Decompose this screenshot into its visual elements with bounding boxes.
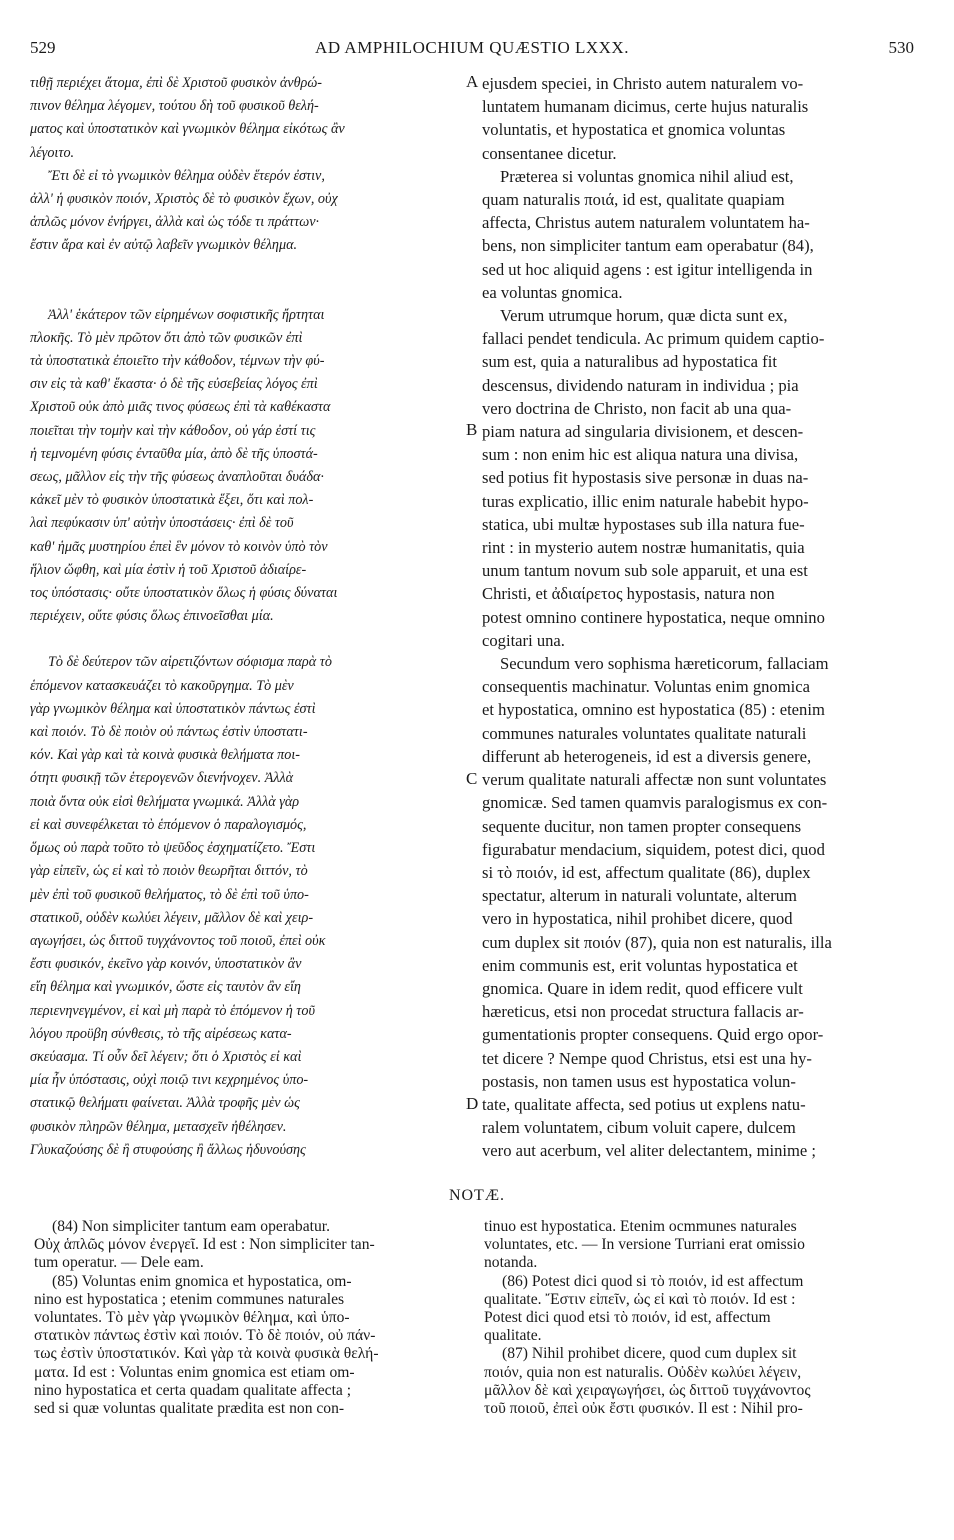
- note-line: sed si quæ voluntas qualitate prædita est non con-: [34, 1400, 345, 1418]
- greek-text-line: ἔστι φυσικόν, ἐκεῖνο γὰρ κοινόν, ὑποστατικὸν ἂν: [30, 956, 302, 973]
- note-line: Potest dici quod etsi τὸ ποιόν, id est, affectum: [484, 1309, 771, 1327]
- latin-text-line: unum tantum novum sub sole apparuit, et una est: [482, 561, 808, 581]
- note-line: qualitate.: [484, 1327, 542, 1345]
- latin-text-line: luntatem humanam dicimus, certe hujus naturalis: [482, 97, 809, 117]
- notes-heading: NOTÆ.: [448, 1187, 506, 1204]
- running-title: AD AMPHILOCHIUM QUÆSTIO LXXX.: [315, 38, 629, 57]
- margin-letter-c: C: [466, 769, 478, 788]
- latin-text-line: si τὸ ποιόν, id est, affectum qualitate (86), duplex: [482, 862, 811, 882]
- greek-text-line: ἔστιν ἄρα καὶ ἐν αὐτῷ λαβεῖν γνωμικὸν θέλημα.: [30, 237, 298, 254]
- note-line: voluntates, etc. — In versione Turriani erat omissio: [484, 1236, 805, 1254]
- latin-text-line: spectatur, alterum in naturali voluntate, alterum: [482, 886, 797, 906]
- greek-text-line: μὲν ἐπὶ τοῦ φυσικοῦ θελήματος, τὸ δὲ ἐπὶ τοῦ ὑπο-: [30, 886, 309, 903]
- latin-text-line: hæreticus, etsi non procedat structura fallacis ar-: [482, 1002, 804, 1022]
- greek-text-line: στατικοῦ, οὐδὲν κωλύει λέγειν, μᾶλλον δὲ καὶ χειρ-: [30, 909, 314, 926]
- greek-text-line: [30, 628, 460, 651]
- greek-text-line: Ἀλλ' ἑκάτερον τῶν εἰρημένων σοφιστικῆς ἤρτηται: [48, 306, 325, 323]
- greek-text-line: ἀλλ' ἡ φυσικὸν ποιόν, Χριστὸς δὲ τὸ φυσικὸν ἔχων, οὐχ: [30, 191, 338, 208]
- latin-text-line: sum est, quia a naturalibus ad hypostatica fit: [482, 352, 777, 372]
- margin-letter-b: B: [466, 420, 478, 439]
- note-line: (86) Potest dici quod si τὸ ποιόν, id est affectum: [502, 1272, 804, 1290]
- latin-text-line: descensus, dividendo naturam in individua ; pia: [482, 375, 799, 395]
- note-line: tum operatur. — Dele eam.: [34, 1254, 204, 1272]
- greek-text-line: αγωγήσει, ὡς διττοῦ τυγχάνοντος τοῦ ποιοῦ, ἐπεὶ οὐκ: [30, 932, 326, 949]
- latin-text-line: statica, ubi multæ hypostases sub illa natura fue-: [482, 514, 805, 534]
- greek-text-line: ότητι φυσικῇ τῶν ἑτερογενῶν διενήνοχεν. Ἀλλὰ: [30, 770, 294, 787]
- note-line: voluntates. Τὸ μὲν γὰρ γνωμικὸν θέλημα, καὶ ὑπο-: [34, 1309, 350, 1327]
- note-line: (87) Nihil prohibet dicere, quod cum duplex sit: [502, 1345, 797, 1363]
- note-line: (84) Non simpliciter tantum eam operabatur.: [52, 1218, 331, 1235]
- greek-text-line: σιν εἰς τὰ καθ' ἕκαστα· ὁ δὲ τῆς εὐσεβείας λόγος ἐπὶ: [30, 376, 318, 393]
- note-line: Οὐχ ἁπλῶς μόνον ἐνεργεῖ. Id est : Non simpliciter tan-: [34, 1236, 375, 1254]
- latin-text-line: tet dicere ? Nempe quod Christus, etsi est una hy-: [482, 1048, 812, 1068]
- latin-text-line: gumentationis propter consequens. Quid ergo opor-: [482, 1025, 824, 1045]
- greek-text-line: σκεύασμα. Τί οὖν δεῖ λέγειν; ὅτι ὁ Χριστὸς εἰ καὶ: [30, 1048, 302, 1065]
- greek-text-line: [30, 281, 460, 304]
- greek-text-line: Τὸ δὲ δεύτερον τῶν αἱρετιζόντων σόφισμα παρὰ τὸ: [48, 654, 332, 671]
- latin-text-column: [482, 72, 914, 1163]
- greek-text-line: γὰρ εἰπεῖν, ὡς εἰ καὶ τὸ ποιὸν θεωρῆται διττόν, τὸ: [30, 863, 308, 880]
- latin-text-line: affecta, Christus autem naturalem voluntatem ha-: [482, 213, 810, 233]
- greek-text-line: τος ὑπόστασις· οὔτε ὑποστατικὸν ὅλως ἡ φύσις δύναται: [30, 585, 338, 602]
- latin-text-line: figurabatur mendacium, siquidem, potest dici, quod: [482, 839, 825, 859]
- latin-text-line: ralem voluntatem, cibum voluit capere, dulcem: [482, 1118, 796, 1138]
- margin-letter-d: D: [466, 1094, 479, 1113]
- latin-text-line: sum : non enim hic est aliqua natura una divisa,: [482, 445, 799, 465]
- note-line: tinuo est hypostatica. Etenim ocmmunes naturales: [484, 1218, 797, 1235]
- latin-text-line: voluntatis, et hypostatica et gnomica voluntas: [482, 120, 786, 140]
- note-line: notanda.: [484, 1254, 538, 1272]
- greek-text-line: ἡ τεμνομένη φύσις ἐνταῦθα μία, ἀπὸ δὲ τῆς ὑποστά-: [30, 445, 318, 462]
- page-number-left: 529: [30, 38, 56, 57]
- note-line: στατικὸν πάντως ἐστὶν καὶ ποιόν. Τὸ δὲ ποιόν, οὐ πάν-: [34, 1327, 376, 1345]
- note-line: ποιόν, quia non est naturalis. Οὐδὲν κωλύει λέγειν,: [484, 1363, 802, 1381]
- note-line: nino est hypostatica ; etenim communes naturales: [34, 1290, 345, 1308]
- latin-text-line: sed ut hoc aliquid agens : est igitur intelligenda in: [482, 259, 813, 279]
- latin-text-line: cum duplex sit ποιόν (87), quia non est naturalis, illa: [482, 932, 832, 952]
- latin-text-line: tate, qualitate affecta, sed potius ut explens natu-: [482, 1094, 806, 1114]
- note-line: (85) Voluntas enim gnomica et hypostatica, om-: [52, 1272, 352, 1290]
- greek-text-line: πινον θέλημα λέγομεν, τούτου δὴ τοῦ φυσικοῦ θελή-: [30, 98, 319, 115]
- note-line: ματα. Id est : Voluntas enim gnomica est etiam om-: [34, 1363, 355, 1381]
- greek-text-line: λαὶ πεφύκασιν ὑπ' αὐτὴν ὑποστάσεις· ἐπὶ δὲ τοῦ: [30, 515, 294, 532]
- greek-text-line: ματος καὶ ὑποστατικὸν καὶ γνωμικὸν θέλημα εἰκότως ἂν: [30, 121, 345, 138]
- latin-text-line: rint : in mysterio autem nostræ humanitatis, quia: [482, 538, 805, 558]
- latin-text-line: gnomica. Quare in idem redit, quod efficere vult: [482, 978, 803, 998]
- latin-text-line: sed potius fit hypostasis sive personæ in duas na-: [482, 468, 809, 488]
- latin-text-line: gnomicæ. Sed tamen quamvis paralogismus ex con-: [482, 793, 828, 813]
- greek-text-line: ποιεῖται τὴν τομὴν καὶ τὴν κάθοδον, οὐ γάρ ἐστί τις: [30, 422, 316, 439]
- greek-text-line: Χριστοῦ οὐκ ἀπὸ μιᾶς τινος φύσεως ἐπὶ τὰ καθέκαστα: [30, 399, 331, 416]
- latin-text-line: vero aut acerbum, vel aliter delectantem, minime ;: [482, 1141, 817, 1161]
- greek-text-line: κἀκεῖ μὲν τὸ φυσικὸν ὑποστατικὰ ἕξει, ὅτι καὶ πολ-: [30, 492, 314, 509]
- greek-text-line: τιθῇ περιέχει ἄτομα, ἐπὶ δὲ Χριστοῦ φυσικὸν ἀνθρώ-: [30, 75, 322, 91]
- greek-text-line: κόν. Καὶ γὰρ καὶ τὰ κοινὰ φυσικὰ θελήματα ποι-: [30, 747, 300, 764]
- greek-text-line: λέγοιτο.: [30, 144, 75, 161]
- greek-text-line: στατικῷ θελήματι φαίνεται. Ἀλλὰ τροφῆς μὲν ὡς: [30, 1095, 300, 1112]
- latin-text-line: communes naturales voluntates qualitate naturali: [482, 723, 807, 743]
- greek-text-line: γὰρ γνωμικὸν θέλημα καὶ ὑποστατικὸν πάντως ἐστὶ: [30, 700, 316, 717]
- latin-text-line: quam naturalis ποιά, id est, qualitate quapiam: [482, 190, 785, 210]
- greek-text-line: εἰ καὶ συνεφέλκεται τὸ ἑπόμενον ὁ παραλογισμός,: [30, 816, 307, 833]
- latin-text-line: differunt ab heterogeneis, id est a diversis genere,: [482, 746, 812, 766]
- greek-text-line: Γλυκαζούσης δὲ ἢ στυφούσης ἢ ἄλλως ἡδυνούσης: [30, 1141, 306, 1158]
- latin-text-line: et hypostatica, omnino est hypostatica (85) : etenim: [482, 700, 825, 720]
- note-line: τως ἐστὶν ὑποστατικόν. Καὶ γὰρ τὰ κοινὰ φυσικὰ θελή-: [34, 1345, 379, 1363]
- latin-text-line: potest omnino continere hypostatica, neque omnino: [482, 607, 825, 627]
- latin-text-line: enim communis est, erit voluntas hypostatica et: [482, 955, 798, 975]
- latin-text-line: fallaci pendet tendicula. Ac primum quidem captio-: [482, 329, 825, 349]
- latin-text-line: ea voluntas gnomica.: [482, 282, 623, 302]
- latin-text-line: postasis, non tamen usus est hypostatica volun-: [482, 1071, 796, 1091]
- greek-text-line: περιενηνεγμένον, εἰ καὶ μὴ παρὰ τὸ ἑπόμενον ἡ τοῦ: [30, 1002, 315, 1019]
- greek-text-line: φυσικὸν πληρῶν θέλημα, μετασχεῖν ἠθέλησεν.: [30, 1118, 287, 1135]
- margin-letter-a: A: [466, 72, 479, 91]
- note-line: τοῦ ποιοῦ, ἐπεὶ οὐκ ἔστι φυσικόν. Il est : Nihil pro-: [484, 1400, 803, 1418]
- greek-text-line: εἴη θέλημα καὶ γνωμικόν, ὥστε εἰς ταυτὸν ἂν εἴη: [30, 979, 301, 996]
- greek-text-line: ἥλιον ὤφθη, καὶ μία ἐστὶν ἡ τοῦ Χριστοῦ ἀδιαίρε-: [30, 561, 307, 578]
- latin-text-line: Christi, et ἀδιαίρετος hypostasis, natura non: [482, 584, 775, 604]
- greek-text-line: ὅμως οὐ παρὰ τοῦτο τὸ ψεῦδος ἐσχηματίζετο. Ἔστι: [30, 840, 316, 857]
- latin-text-line: Secundum vero sophisma hæreticorum, fallaciam: [500, 654, 829, 674]
- greek-text-line: Ἔτι δὲ εἰ τὸ γνωμικὸν θέλημα οὐδὲν ἕτερόν ἐστιν,: [48, 167, 325, 184]
- latin-text-line: piam natura ad singularia divisionem, et descen-: [482, 422, 804, 442]
- greek-text-line: καὶ ποιόν. Τὸ δὲ ποιὸν οὐ πάντως ἐστὶν ὑποστατι-: [30, 724, 308, 741]
- latin-text-line: vero doctrina de Christo, non facit ab una qua-: [482, 398, 792, 418]
- latin-text-line: ejusdem speciei, in Christo autem naturalem vo-: [482, 74, 804, 93]
- greek-text-line: σεως, μᾶλλον εἰς τὴν τῆς φύσεως ἀναπλοῦται δυάδα·: [30, 469, 324, 486]
- greek-text-line: ἑπόμενον κατασκευάζει τὸ κακοῦργημα. Τὸ μὲν: [30, 677, 294, 694]
- greek-text-line: ἁπλῶς μόνον ἐνήργει, ἀλλὰ καὶ ὡς τόδε τι πράττων·: [30, 214, 320, 231]
- latin-text-line: turas explicatio, illic enim naturale habebit hypo-: [482, 491, 809, 511]
- greek-text-column: [30, 72, 460, 1162]
- latin-text-line: verum qualitate naturali affectæ non sunt voluntates: [482, 770, 827, 790]
- greek-text-line: καθ' ἡμᾶς μυστηρίου ἐπεὶ ἓν μόνον τὸ κοινὸν ὑπὸ τὸν: [30, 538, 328, 555]
- latin-text-line: consequentis machinatur. Voluntas enim gnomica: [482, 677, 810, 697]
- notes-left-column: [34, 1218, 458, 1418]
- latin-text-line: Verum utrumque horum, quæ dicta sunt ex,: [500, 306, 788, 326]
- latin-text-line: sequente ducitur, non tamen propter consequens: [482, 816, 802, 836]
- greek-text-line: πλοκῆς. Τὸ μὲν πρῶτον ὅτι ἀπὸ τῶν φυσικῶν ἐπὶ: [30, 329, 303, 346]
- page-number-right: 530: [888, 38, 914, 57]
- latin-text-line: cogitari una.: [482, 630, 565, 650]
- greek-text-line: τὰ ὑποστατικὰ ἐποιεῖτο τὴν κάθοδον, τέμνων τὴν φύ-: [30, 353, 325, 370]
- notes-right-column: [484, 1218, 914, 1418]
- latin-text-line: bens, non simpliciter tantum eam operabatur (84),: [482, 236, 814, 256]
- latin-text-line: vero in hypostatica, nihil prohibet dicere, quod: [482, 909, 793, 929]
- greek-text-line: [30, 258, 460, 281]
- latin-text-line: Præterea si voluntas gnomica nihil aliud est,: [500, 166, 794, 186]
- page-header: [30, 38, 914, 60]
- greek-text-line: περιέχειν, οὔτε φύσις ὅλως ἐπινοεῖσθαι μία.: [30, 608, 274, 625]
- greek-text-line: ποιὰ ὄντα οὐκ εἰσὶ θελήματα γνωμικά. Ἀλλὰ γὰρ: [30, 793, 300, 810]
- note-line: μᾶλλον δὲ καὶ χειραγωγήσει, ὡς διττοῦ τυγχάνοντος: [484, 1381, 811, 1399]
- note-line: nino hypostatica et certa quadam qualitate affecta ;: [34, 1381, 352, 1399]
- note-line: qualitate. Ἔστιν εἰπεῖν, ὡς εἰ καὶ τὸ ποιόν. Id est :: [484, 1290, 796, 1308]
- greek-text-line: λόγου προϋβη σύνθεσις, τὸ τῆς αἱρέσεως κατα-: [30, 1025, 292, 1042]
- greek-text-line: μία ἦν ὑπόστασις, οὐχὶ ποιῷ τινι κεχρημένος ὑπο-: [30, 1072, 309, 1089]
- latin-text-line: consentanee dicetur.: [482, 143, 617, 163]
